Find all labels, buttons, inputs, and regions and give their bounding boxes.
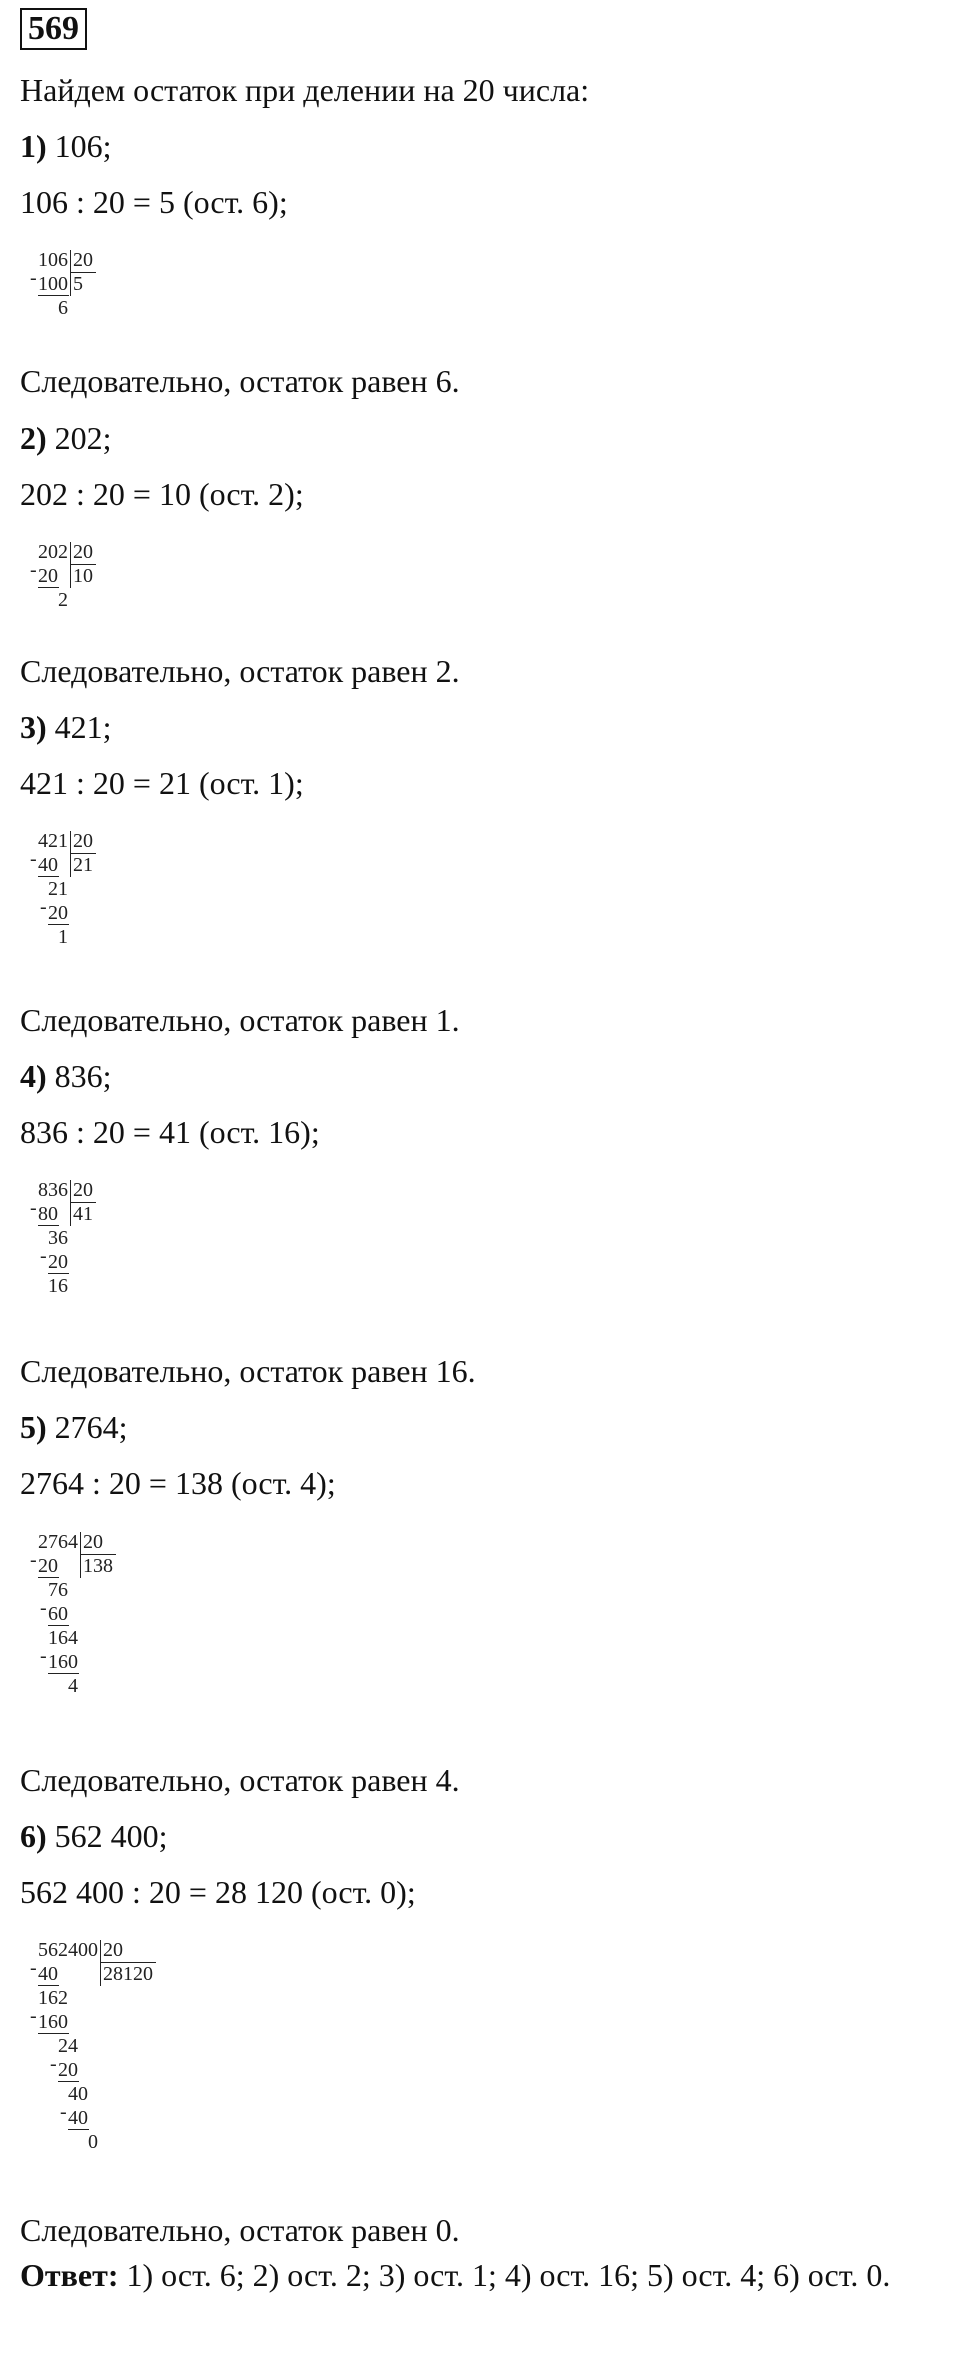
dividend: 106	[38, 249, 68, 271]
dividend: 836	[38, 1179, 68, 1201]
subtrahend: 40	[38, 854, 58, 876]
dividend: 2764	[38, 1531, 78, 1553]
part-2-header	[20, 418, 112, 458]
minus-sign: -	[40, 1645, 47, 1667]
long-division	[30, 540, 170, 630]
remainder: 1	[58, 926, 68, 948]
problem-number: 569	[20, 8, 87, 50]
division-bar	[70, 1180, 71, 1226]
dividend: 202	[38, 541, 68, 563]
subtraction-line	[68, 2129, 89, 2130]
part-5-equation: 2764 : 20 = 138 (ост. 4);	[20, 1465, 336, 1501]
divisor: 20	[73, 541, 93, 563]
quotient: 10	[73, 565, 93, 587]
minus-sign: -	[60, 2101, 67, 2123]
part-4-label: 4)	[20, 1058, 47, 1094]
minus-sign: -	[50, 2053, 57, 2075]
part-5-label: 5)	[20, 1409, 47, 1445]
part-3-number: 421;	[54, 709, 112, 745]
minus-sign: -	[30, 848, 37, 870]
minus-sign: -	[40, 1597, 47, 1619]
minus-sign: -	[30, 559, 37, 581]
answer-text: 1) ост. 6; 2) ост. 2; 3) ост. 1; 4) ост. 16; 5) ост. 4; 6) ост. 0.	[126, 2257, 891, 2293]
quotient: 41	[73, 1203, 93, 1225]
division-bar	[70, 831, 71, 877]
divisor: 20	[73, 1179, 93, 1201]
part-5-header	[20, 1407, 128, 1447]
remainder: 76	[48, 1579, 68, 1601]
remainder: 40	[68, 2083, 88, 2105]
part-1-equation: 106 : 20 = 5 (ост. 6);	[20, 184, 288, 220]
quotient: 21	[73, 854, 93, 876]
subtrahend: 20	[58, 2059, 78, 2081]
divisor: 20	[73, 830, 93, 852]
long-division	[30, 248, 170, 338]
subtrahend: 80	[38, 1203, 58, 1225]
part-6-number: 562 400;	[54, 1818, 168, 1854]
remainder: 0	[88, 2131, 98, 2153]
dividend: 562400	[38, 1939, 98, 1961]
subtrahend: 20	[48, 902, 68, 924]
remainder: 4	[68, 1675, 78, 1697]
remainder: 21	[48, 878, 68, 900]
divisor: 20	[103, 1939, 123, 1961]
remainder: 162	[38, 1987, 68, 2009]
part-3-header	[20, 707, 112, 747]
long-division	[30, 1178, 170, 1328]
intro-text: Найдем остаток при делении на 20 числа:	[20, 72, 590, 108]
part-6-header	[20, 1816, 168, 1856]
part-5-number: 2764;	[54, 1409, 128, 1445]
subtrahend: 20	[48, 1251, 68, 1273]
minus-sign: -	[30, 1549, 37, 1571]
final-answer	[20, 2253, 940, 2297]
dividend: 421	[38, 830, 68, 852]
minus-sign: -	[40, 896, 47, 918]
quotient: 5	[73, 273, 83, 295]
remainder: 36	[48, 1227, 68, 1249]
part-5-conclusion: Следовательно, остаток равен 4.	[20, 1762, 460, 1798]
part-4-number: 836;	[54, 1058, 112, 1094]
part-6-conclusion: Следовательно, остаток равен 0.	[20, 2212, 460, 2248]
subtrahend: 100	[38, 273, 68, 295]
subtrahend: 20	[38, 565, 58, 587]
subtraction-line	[38, 587, 59, 588]
divisor: 20	[73, 249, 93, 271]
quotient: 138	[83, 1555, 113, 1577]
quotient: 28120	[103, 1963, 153, 1985]
long-division	[30, 829, 170, 979]
part-6-equation: 562 400 : 20 = 28 120 (ост. 0);	[20, 1874, 416, 1910]
minus-sign: -	[30, 1197, 37, 1219]
subtrahend: 60	[48, 1603, 68, 1625]
part-1-conclusion: Следовательно, остаток равен 6.	[20, 363, 460, 399]
minus-sign: -	[30, 1957, 37, 1979]
subtrahend: 160	[48, 1651, 78, 1673]
remainder: 2	[58, 589, 68, 611]
part-4-header	[20, 1056, 112, 1096]
remainder: 164	[48, 1627, 78, 1649]
remainder: 24	[58, 2035, 78, 2057]
minus-sign: -	[30, 267, 37, 289]
minus-sign: -	[40, 1245, 47, 1267]
part-6-label: 6)	[20, 1818, 47, 1854]
part-1-number: 106;	[54, 128, 112, 164]
part-2-equation: 202 : 20 = 10 (ост. 2);	[20, 476, 304, 512]
part-2-number: 202;	[54, 420, 112, 456]
part-2-conclusion: Следовательно, остаток равен 2.	[20, 653, 460, 689]
long-division	[30, 1530, 190, 1740]
remainder: 16	[48, 1275, 68, 1297]
part-3-conclusion: Следовательно, остаток равен 1.	[20, 1002, 460, 1038]
divisor: 20	[83, 1531, 103, 1553]
subtrahend: 40	[38, 1963, 58, 1985]
part-3-label: 3)	[20, 709, 47, 745]
part-4-conclusion: Следовательно, остаток равен 16.	[20, 1353, 476, 1389]
division-bar	[80, 1532, 81, 1578]
part-3-equation: 421 : 20 = 21 (ост. 1);	[20, 765, 304, 801]
answer-label: Ответ:	[20, 2257, 119, 2293]
part-1-header	[20, 126, 112, 166]
minus-sign: -	[30, 2005, 37, 2027]
subtrahend: 160	[38, 2011, 68, 2033]
division-bar	[70, 542, 71, 588]
part-2-label: 2)	[20, 420, 47, 456]
part-1-label: 1)	[20, 128, 47, 164]
subtrahend: 20	[38, 1555, 58, 1577]
long-division	[30, 1938, 230, 2200]
division-bar	[70, 250, 71, 296]
division-bar	[100, 1940, 101, 1986]
part-4-equation: 836 : 20 = 41 (ост. 16);	[20, 1114, 320, 1150]
subtrahend: 40	[68, 2107, 88, 2129]
remainder: 6	[58, 297, 68, 319]
